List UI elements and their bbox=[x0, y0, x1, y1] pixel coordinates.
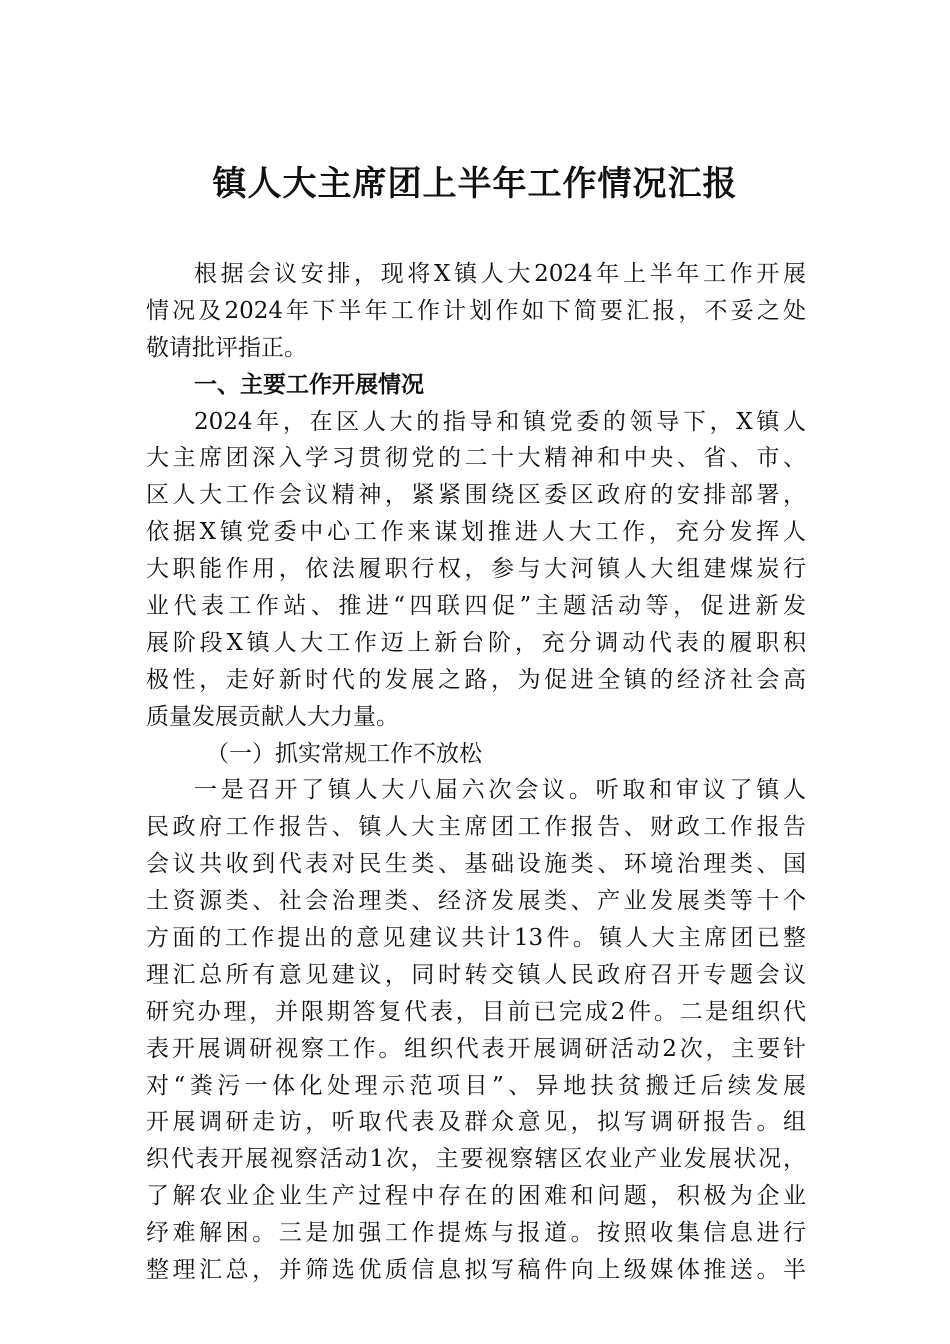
paragraph-line: 土资源类、社会治理类、经济发展类、产业发展类等十个 bbox=[146, 888, 806, 915]
paragraph-line: 依据X镇党委中心工作来谋划推进人大工作，充分发挥人 bbox=[146, 519, 806, 546]
subsection-heading: （一）抓实常规工作不放松 bbox=[206, 740, 482, 767]
paragraph-line: 纾难解困。三是加强工作提炼与报道。按照收集信息进行 bbox=[146, 1220, 806, 1247]
paragraph-line: 织代表开展视察活动1次，主要视察辖区农业产业发展状况， bbox=[146, 1146, 806, 1173]
paragraph-line: 大主席团深入学习贯彻党的二十大精神和中央、省、市、 bbox=[146, 445, 806, 472]
paragraph-line: 表开展调研视察工作。组织代表开展调研活动2次，主要针 bbox=[146, 1035, 806, 1062]
paragraph-line: 民政府工作报告、镇人大主席团工作报告、财政工作报告 bbox=[146, 814, 806, 841]
paragraph-line: 展阶段X镇人大工作迈上新台阶，充分调动代表的履职积 bbox=[146, 629, 806, 656]
document-body bbox=[146, 256, 806, 1289]
paragraph-line: 了解农业企业生产过程中存在的困难和问题，积极为企业 bbox=[146, 1183, 806, 1210]
paragraph-line: 对“粪污一体化处理示范项目”、异地扶贫搬迁后续发展 bbox=[146, 1072, 806, 1099]
document-title: 镇人大主席团上半年工作情况汇报 bbox=[212, 164, 738, 204]
paragraph-line: 情况及2024年下半年工作计划作如下简要汇报，不妥之处 bbox=[146, 297, 806, 324]
paragraph-line: 一是召开了镇人大八届六次会议。听取和审议了镇人 bbox=[194, 777, 806, 804]
paragraph-line: 区人大工作会议精神，紧紧围绕区委区政府的安排部署， bbox=[146, 482, 806, 509]
paragraph-line: 方面的工作提出的意见建议共计13件。镇人大主席团已整 bbox=[146, 925, 806, 952]
paragraph-line: 质量发展贡献人大力量。 bbox=[146, 703, 399, 730]
paragraph-line: 极性，走好新时代的发展之路，为促进全镇的经济社会高 bbox=[146, 666, 806, 693]
paragraph-line: 根据会议安排，现将X镇人大2024年上半年工作开展 bbox=[194, 261, 806, 287]
paragraph-line: 理汇总所有意见建议，同时转交镇人民政府召开专题会议 bbox=[146, 961, 806, 988]
paragraph-line: 整理汇总，并筛选优质信息拟写稿件向上级媒体推送。半 bbox=[146, 1257, 806, 1284]
paragraph-line: 开展调研走访，听取代表及群众意见，拟写调研报告。组 bbox=[146, 1109, 806, 1136]
paragraph-line: 敬请批评指正。 bbox=[146, 334, 307, 361]
paragraph-line: 2024年，在区人大的指导和镇党委的领导下，X镇人 bbox=[194, 408, 806, 435]
section-heading: 一、主要工作开展情况 bbox=[194, 370, 424, 398]
paragraph-line: 会议共收到代表对民生类、基础设施类、环境治理类、国 bbox=[146, 851, 806, 878]
paragraph-line: 研究办理，并限期答复代表，目前已完成2件。二是组织代 bbox=[146, 998, 806, 1025]
paragraph-line: 业代表工作站、推进“四联四促”主题活动等，促进新发 bbox=[146, 593, 806, 620]
paragraph-line: 大职能作用，依法履职行权，参与大河镇人大组建煤炭行 bbox=[146, 556, 806, 583]
